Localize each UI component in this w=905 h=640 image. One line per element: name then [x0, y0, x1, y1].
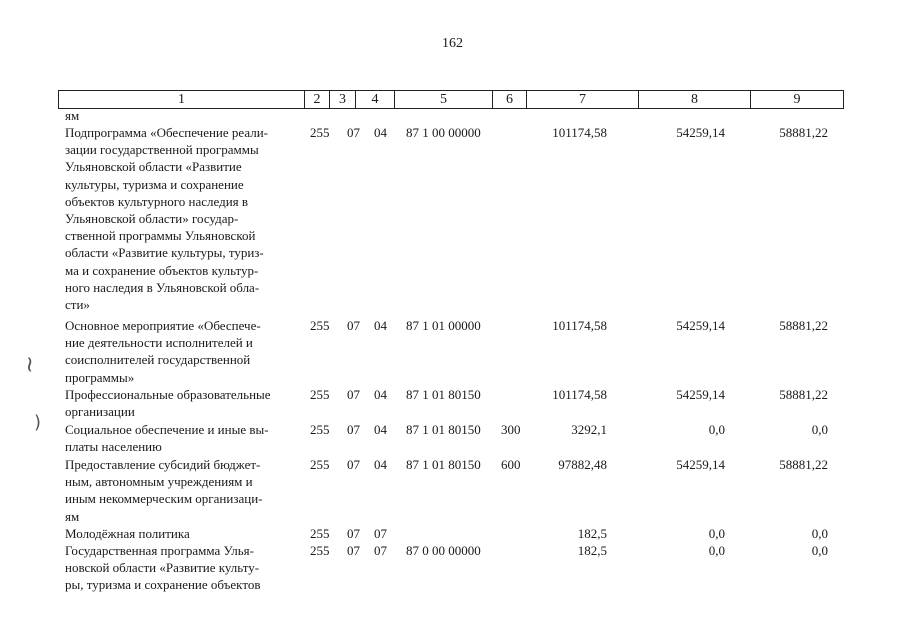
header-col-2: 2: [305, 91, 330, 108]
row-code-section: 07: [347, 318, 360, 333]
row-amount-col7: 3292,1: [571, 422, 607, 437]
header-col-3: 3: [330, 91, 356, 108]
page-number: 162: [442, 36, 463, 51]
row-amount-col9: 58881,22: [779, 387, 828, 402]
row-description: Социальное обеспечение и иные вы- платы населению: [65, 422, 269, 455]
row-code-section: 07: [347, 526, 360, 541]
row-amount-col7: 101174,58: [552, 318, 607, 333]
row-code-section: 07: [347, 387, 360, 402]
row-amount-col9: 58881,22: [779, 318, 828, 333]
row-code-target: 87 1 01 80150: [406, 422, 481, 437]
row-amount-col7: 182,5: [577, 526, 607, 541]
continuation-text: ям: [65, 108, 80, 123]
row-amount-col7: 182,5: [577, 543, 607, 558]
header-col-7: 7: [527, 91, 639, 108]
header-col-6: 6: [493, 91, 527, 108]
row-amount-col9: 0,0: [811, 422, 828, 437]
row-code-admin: 255: [310, 543, 330, 558]
table-header-row: [58, 90, 844, 109]
row-amount-col7: 101174,58: [552, 125, 607, 140]
row-code-expense: 300: [501, 422, 521, 437]
row-amount-col9: 58881,22: [779, 457, 828, 472]
row-code-target: 87 1 01 00000: [406, 318, 481, 333]
row-amount-col8: 0,0: [708, 526, 725, 541]
row-amount-col7: 101174,58: [552, 387, 607, 402]
row-amount-col8: 54259,14: [676, 125, 725, 140]
row-code-target: 87 1 01 80150: [406, 387, 481, 402]
row-code-admin: 255: [310, 457, 330, 472]
row-description: Государственная программа Улья- новской области «Развитие культу- ры, туризма и сохранение объектов: [65, 543, 261, 593]
row-amount-col8: 0,0: [708, 422, 725, 437]
row-description: Основное мероприятие «Обеспече- ние деятельности исполнителей и соисполнителей государственной программы»: [65, 318, 261, 385]
row-description: Молодёжная политика: [65, 526, 190, 541]
row-code-target: 87 1 00 00000: [406, 125, 481, 140]
row-amount-col8: 54259,14: [676, 318, 725, 333]
row-amount-col8: 54259,14: [676, 387, 725, 402]
row-amount-col8: 0,0: [708, 543, 725, 558]
header-col-8: 8: [639, 91, 751, 108]
row-amount-col9: 0,0: [811, 526, 828, 541]
row-code-section: 07: [347, 125, 360, 140]
row-code-subsection: 04: [374, 125, 387, 140]
row-code-target: 87 1 01 80150: [406, 457, 481, 472]
row-code-subsection: 04: [374, 422, 387, 437]
row-description: Подпрограмма «Обеспечение реали- зации государственной программы Ульяновской области «Развитие культуры, туризма и сохранение объектов культурного наследия в Ульяновской области» государ- ственной программы Ульяновской области «Развитие культуры, туриз- ма и сохранение объектов культур- ного наследия в Ульяновской обла- сти»: [65, 125, 268, 313]
row-amount-col7: 97882,48: [558, 457, 607, 472]
row-code-subsection: 07: [374, 526, 387, 541]
header-col-5: 5: [395, 91, 493, 108]
row-code-subsection: 07: [374, 543, 387, 558]
row-code-admin: 255: [310, 318, 330, 333]
margin-pen-mark: ~: [16, 355, 42, 374]
row-code-expense: 600: [501, 457, 521, 472]
row-code-admin: 255: [310, 387, 330, 402]
header-col-1: 1: [59, 91, 305, 108]
row-code-subsection: 04: [374, 318, 387, 333]
row-code-admin: 255: [310, 125, 330, 140]
row-description: Предоставление субсидий бюджет- ным, автономным учреждениям и иным некоммерческим организаци- ям: [65, 457, 263, 524]
row-code-admin: 255: [310, 526, 330, 541]
row-code-section: 07: [347, 543, 360, 558]
margin-pen-mark: ): [34, 412, 42, 433]
header-col-9: 9: [793, 92, 801, 107]
row-code-subsection: 04: [374, 457, 387, 472]
row-amount-col9: 0,0: [811, 543, 828, 558]
row-code-admin: 255: [310, 422, 330, 437]
row-amount-col9: 58881,22: [779, 125, 828, 140]
row-code-section: 07: [347, 422, 360, 437]
row-code-section: 07: [347, 457, 360, 472]
row-amount-col8: 54259,14: [676, 457, 725, 472]
row-description: Профессиональные образовательные организации: [65, 387, 271, 420]
row-code-target: 87 0 00 00000: [406, 543, 481, 558]
row-code-subsection: 04: [374, 387, 387, 402]
header-col-4: 4: [356, 91, 395, 108]
